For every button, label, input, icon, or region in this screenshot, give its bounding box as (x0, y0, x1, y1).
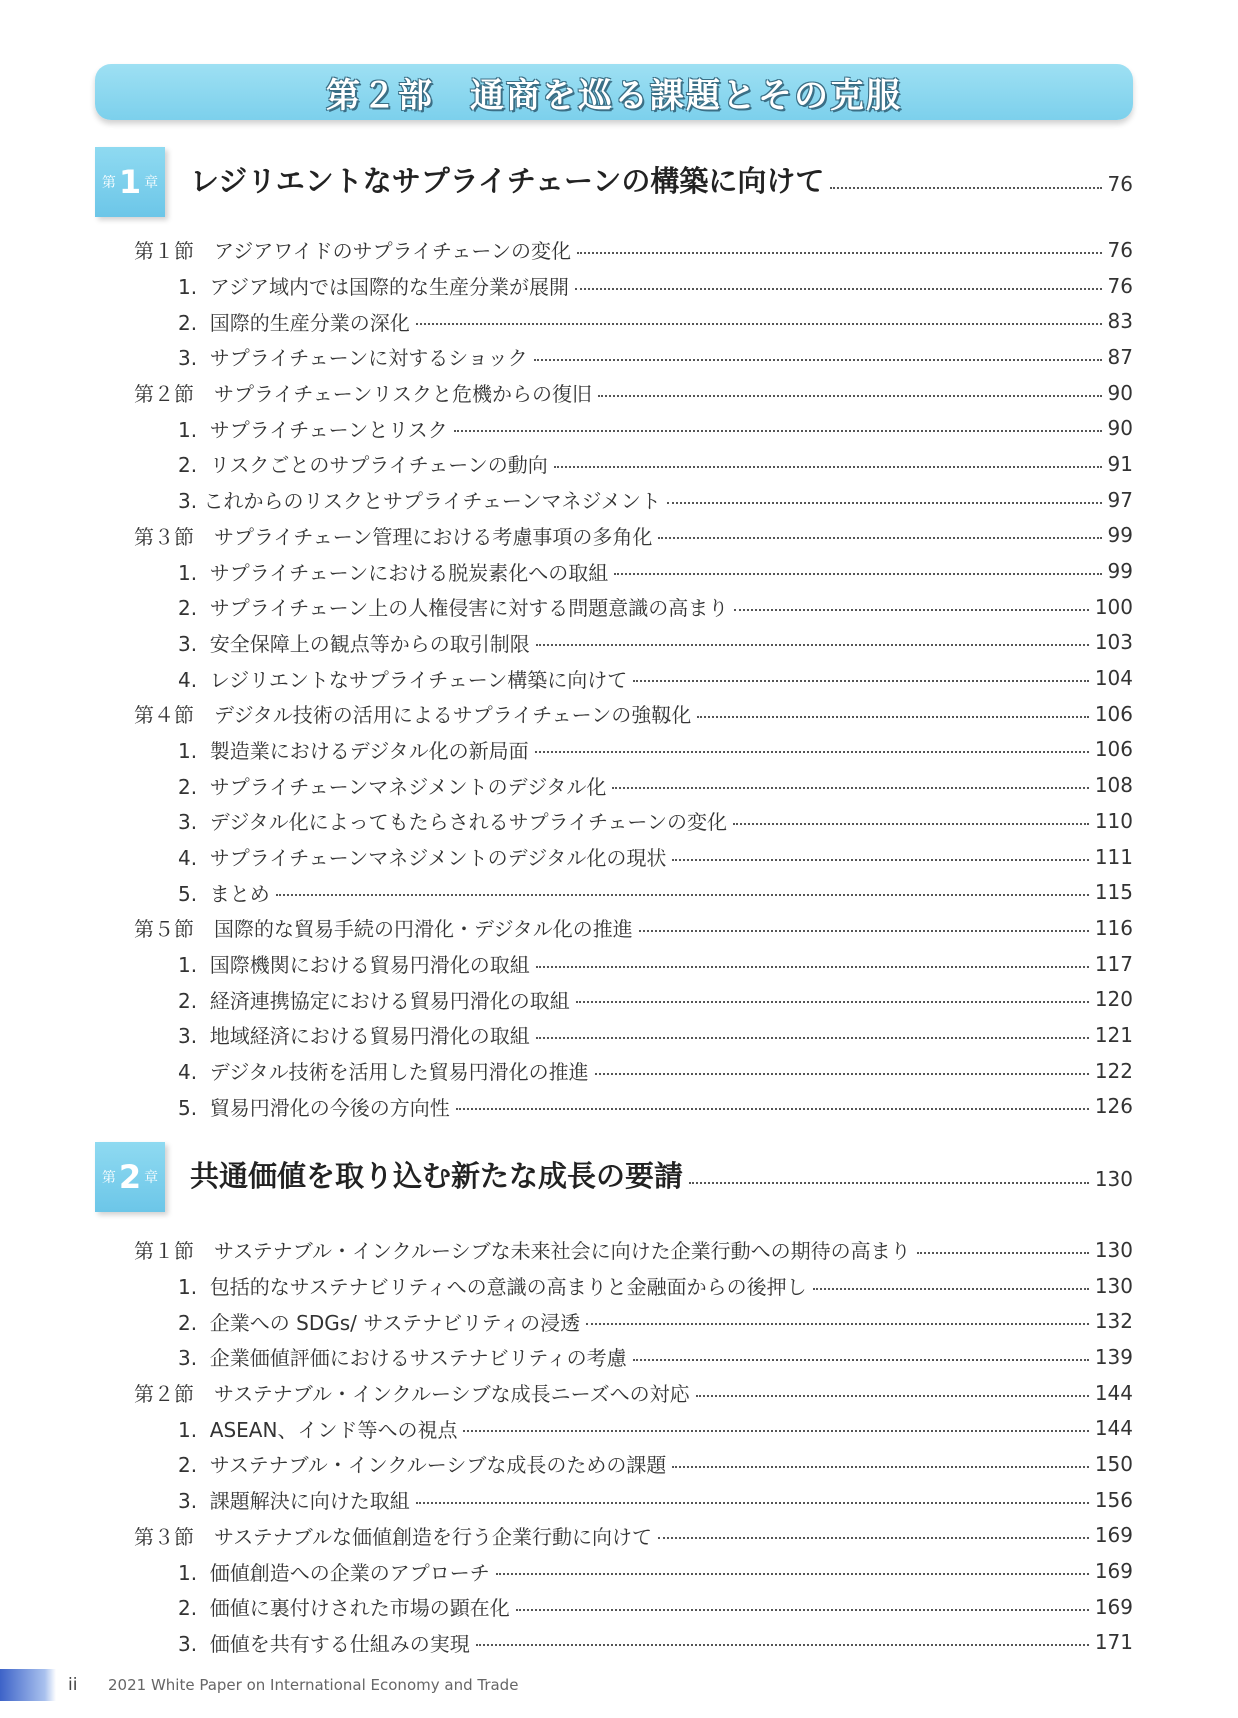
footer-title: 2021 White Paper on International Economy and Trade (108, 1676, 519, 1694)
toc-page: 110 (1094, 808, 1133, 833)
leader-dots (697, 716, 1089, 718)
chapter-page: 130 (1094, 1167, 1133, 1191)
toc-page: 144 (1094, 1416, 1133, 1441)
leader-dots (917, 1252, 1089, 1254)
leader-dots (667, 502, 1102, 504)
toc-label: 1. 価値創造への企業のアプローチ (178, 1560, 490, 1585)
toc-label: 第５節 国際的な貿易手続の円滑化・デジタル化の推進 (134, 917, 633, 942)
toc-item[interactable] (134, 732, 1133, 768)
chapter-number: 2 (118, 1158, 142, 1196)
toc-label: 第３節 サプライチェーン管理における考慮事項の多角化 (134, 524, 653, 549)
chapter-heading[interactable] (95, 147, 1133, 217)
toc-page: 169 (1094, 1594, 1133, 1619)
toc-label: 2. サプライチェーンマネジメントのデジタル化 (178, 774, 607, 799)
toc-item[interactable] (134, 874, 1133, 910)
leader-dots (639, 930, 1089, 932)
toc-label: 1. 製造業におけるデジタル化の新局面 (178, 738, 529, 763)
toc-label: 第１節 アジアワイドのサプライチェーンの変化 (134, 239, 571, 264)
toc-item[interactable] (134, 1553, 1133, 1589)
toc-item[interactable] (134, 1053, 1133, 1089)
toc-label: 4. サプライチェーンマネジメントのデジタル化の現状 (178, 846, 667, 871)
leader-dots (658, 537, 1101, 539)
toc-page: 115 (1094, 880, 1133, 905)
toc-item[interactable] (134, 589, 1133, 625)
chapter-prefix: 第 (101, 1170, 116, 1186)
toc-label: 3. 企業価値評価におけるサステナビリティの考慮 (178, 1346, 627, 1371)
toc-page: 120 (1094, 987, 1133, 1012)
toc-label: 2. サプライチェーン上の人権侵害に対する問題意識の高まり (178, 596, 729, 621)
toc-label: 2. 国際的生産分業の深化 (178, 310, 410, 335)
toc-page: 116 (1094, 915, 1133, 940)
footer-page-number: ii (68, 1675, 78, 1695)
toc-item[interactable] (134, 1303, 1133, 1339)
toc-label: 1. サプライチェーンにおける脱炭素化への取組 (178, 560, 609, 585)
leader-dots (496, 1573, 1089, 1575)
toc-section[interactable] (134, 518, 1133, 554)
leader-dots (463, 1430, 1088, 1432)
toc-page: 171 (1094, 1630, 1133, 1655)
toc-page: 169 (1094, 1559, 1133, 1584)
toc-page: 132 (1094, 1309, 1133, 1334)
toc-page: 106 (1094, 737, 1133, 762)
toc-page: 111 (1094, 844, 1133, 869)
toc-page: 130 (1094, 1273, 1133, 1298)
toc-page: 87 (1107, 344, 1133, 369)
toc-page: 106 (1094, 701, 1133, 726)
leader-dots (733, 823, 1089, 825)
chapter-title: 共通価値を取り込む新たな成長の要請 (190, 1159, 684, 1193)
toc-page: 99 (1107, 523, 1133, 548)
toc-section[interactable] (134, 1232, 1133, 1268)
toc-label: 3. 価値を共有する仕組みの実現 (178, 1631, 470, 1656)
toc-section[interactable] (134, 232, 1133, 268)
leader-dots (586, 1323, 1089, 1325)
toc-label: 4. レジリエントなサプライチェーン構築に向けて (178, 667, 628, 692)
toc-page: 90 (1107, 416, 1133, 441)
leader-dots (595, 1073, 1089, 1075)
toc-page: 83 (1107, 309, 1133, 334)
toc-item[interactable] (134, 1482, 1133, 1518)
toc-page: 108 (1094, 773, 1133, 798)
leader-dots (476, 1644, 1089, 1646)
toc-page: 76 (1107, 237, 1133, 262)
toc-list (134, 232, 1133, 1124)
toc-page: 100 (1094, 594, 1133, 619)
toc-label: 2. リスクごとのサプライチェーンの動向 (178, 453, 548, 478)
leader-dots (689, 1182, 1089, 1184)
toc-item[interactable] (134, 946, 1133, 982)
toc-section[interactable] (134, 1518, 1133, 1554)
leader-dots (830, 187, 1101, 189)
chapter-title: レジリエントなサプライチェーンの構築に向けて (190, 164, 825, 198)
toc-label: 2. 企業への SDGs/ サステナビリティの浸透 (178, 1310, 581, 1335)
toc-section[interactable] (134, 375, 1133, 411)
leader-dots (276, 894, 1089, 896)
toc-page: 103 (1094, 630, 1133, 655)
toc-label: 第２節 サプライチェーンリスクと危機からの復旧 (134, 382, 592, 407)
toc-page: 97 (1107, 487, 1133, 512)
toc-label: 4. デジタル技術を活用した貿易円滑化の推進 (178, 1060, 589, 1085)
toc-label: 3. 安全保障上の観点等からの取引制限 (178, 631, 530, 656)
toc-item[interactable] (134, 303, 1133, 339)
toc-page: 122 (1094, 1058, 1133, 1083)
toc-item[interactable] (134, 553, 1133, 589)
toc-label: 3. デジタル化によってもたらされるサプライチェーンの変化 (178, 810, 727, 835)
toc-page: 130 (1094, 1237, 1133, 1262)
leader-dots (633, 1359, 1089, 1361)
toc-item[interactable] (134, 1446, 1133, 1482)
toc-label: 3. 地域経済における貿易円滑化の取組 (178, 1024, 530, 1049)
toc-page: 169 (1094, 1523, 1133, 1548)
footer-accent-bar (0, 1669, 56, 1701)
toc-label: 1. 包括的なサステナビリティへの意識の高まりと金融面からの後押し (178, 1275, 807, 1300)
leader-dots (598, 395, 1102, 397)
leader-dots (536, 644, 1089, 646)
toc-item[interactable] (134, 1339, 1133, 1375)
toc-page: 117 (1094, 951, 1133, 976)
toc-page: 91 (1107, 451, 1133, 476)
leader-dots (672, 1466, 1088, 1468)
toc-item[interactable] (134, 839, 1133, 875)
toc-item[interactable] (134, 625, 1133, 661)
leader-dots (454, 430, 1102, 432)
part-banner (95, 64, 1133, 120)
toc-page: 150 (1094, 1451, 1133, 1476)
toc-label: 1. 国際機関における貿易円滑化の取組 (178, 953, 530, 978)
toc-page: 126 (1094, 1094, 1133, 1119)
leader-dots (536, 966, 1089, 968)
toc-section[interactable] (134, 910, 1133, 946)
chapter-badge (95, 1142, 165, 1212)
toc-page: 99 (1107, 559, 1133, 584)
leader-dots (577, 252, 1102, 254)
toc-section[interactable] (134, 696, 1133, 732)
toc-item[interactable] (134, 1017, 1133, 1053)
toc-page: 139 (1094, 1344, 1133, 1369)
chapter-badge (95, 147, 165, 217)
toc-item[interactable] (134, 482, 1133, 518)
toc-label: 第２節 サステナブル・インクルーシブな成長ニーズへの対応 (134, 1382, 690, 1407)
chapter-page: 76 (1107, 172, 1133, 196)
toc-item[interactable] (134, 981, 1133, 1017)
toc-page: 121 (1094, 1022, 1133, 1047)
toc-item[interactable] (134, 339, 1133, 375)
toc-page: 76 (1107, 273, 1133, 298)
toc-label: 1. ASEAN、インド等への視点 (178, 1417, 458, 1442)
leader-dots (536, 1037, 1089, 1039)
leader-dots (813, 1288, 1089, 1290)
leader-dots (633, 680, 1089, 682)
toc-item[interactable] (134, 1410, 1133, 1446)
leader-dots (658, 1537, 1089, 1539)
leader-dots (672, 859, 1088, 861)
toc-label: 5. 貿易円滑化の今後の方向性 (178, 1095, 450, 1120)
toc-item[interactable] (134, 767, 1133, 803)
toc-label: 第１節 サステナブル・インクルーシブな未来社会に向けた企業行動への期待の高まり (134, 1239, 911, 1264)
toc-label: 3. 課題解決に向けた取組 (178, 1489, 410, 1514)
toc-item[interactable] (134, 1268, 1133, 1304)
chapter-suffix: 章 (144, 1170, 159, 1186)
toc-item[interactable] (134, 1625, 1133, 1661)
toc-label: 1. サプライチェーンとリスク (178, 417, 448, 442)
toc-label: 3. これからのリスクとサプライチェーンマネジメント (178, 489, 661, 514)
chapter-heading[interactable] (95, 1142, 1133, 1212)
toc-label: 第３節 サステナブルな価値創造を行う企業行動に向けて (134, 1524, 652, 1549)
leader-dots (612, 787, 1088, 789)
toc-item[interactable] (134, 410, 1133, 446)
toc-item[interactable] (134, 1589, 1133, 1625)
chapter-number: 1 (118, 163, 142, 201)
leader-dots (416, 323, 1102, 325)
leader-dots (696, 1395, 1089, 1397)
leader-dots (456, 1108, 1089, 1110)
page-footer (0, 1669, 1238, 1701)
leader-dots (534, 359, 1102, 361)
toc-item[interactable] (134, 803, 1133, 839)
toc-page: 104 (1094, 666, 1133, 691)
leader-dots (516, 1609, 1089, 1611)
part-title: 第２部 通商を巡る課題とその克服 (326, 75, 902, 116)
leader-dots (416, 1502, 1089, 1504)
chapter-prefix: 第 (101, 175, 116, 191)
leader-dots (535, 751, 1089, 753)
leader-dots (554, 466, 1102, 468)
toc-section[interactable] (134, 1375, 1133, 1411)
toc-page: 144 (1094, 1380, 1133, 1405)
toc-page: 90 (1107, 380, 1133, 405)
toc-label: 2. サステナブル・インクルーシブな成長のための課題 (178, 1453, 667, 1478)
toc-label: 2. 価値に裏付けされた市場の顕在化 (178, 1596, 510, 1621)
toc-item[interactable] (134, 268, 1133, 304)
toc-label: 5. まとめ (178, 881, 270, 906)
toc-label: 3. サプライチェーンに対するショック (178, 346, 528, 371)
leader-dots (576, 1001, 1089, 1003)
leader-dots (575, 288, 1102, 290)
leader-dots (734, 609, 1089, 611)
toc-label: 1. アジア域内では国際的な生産分業が展開 (178, 275, 569, 300)
toc-list (134, 1232, 1133, 1660)
toc-page: 156 (1094, 1487, 1133, 1512)
toc-item[interactable] (134, 660, 1133, 696)
toc-item[interactable] (134, 1089, 1133, 1125)
toc-item[interactable] (134, 446, 1133, 482)
chapter-suffix: 章 (144, 175, 159, 191)
toc-label: 2. 経済連携協定における貿易円滑化の取組 (178, 988, 570, 1013)
leader-dots (614, 573, 1101, 575)
toc-label: 第４節 デジタル技術の活用によるサプライチェーンの強靱化 (134, 703, 692, 728)
